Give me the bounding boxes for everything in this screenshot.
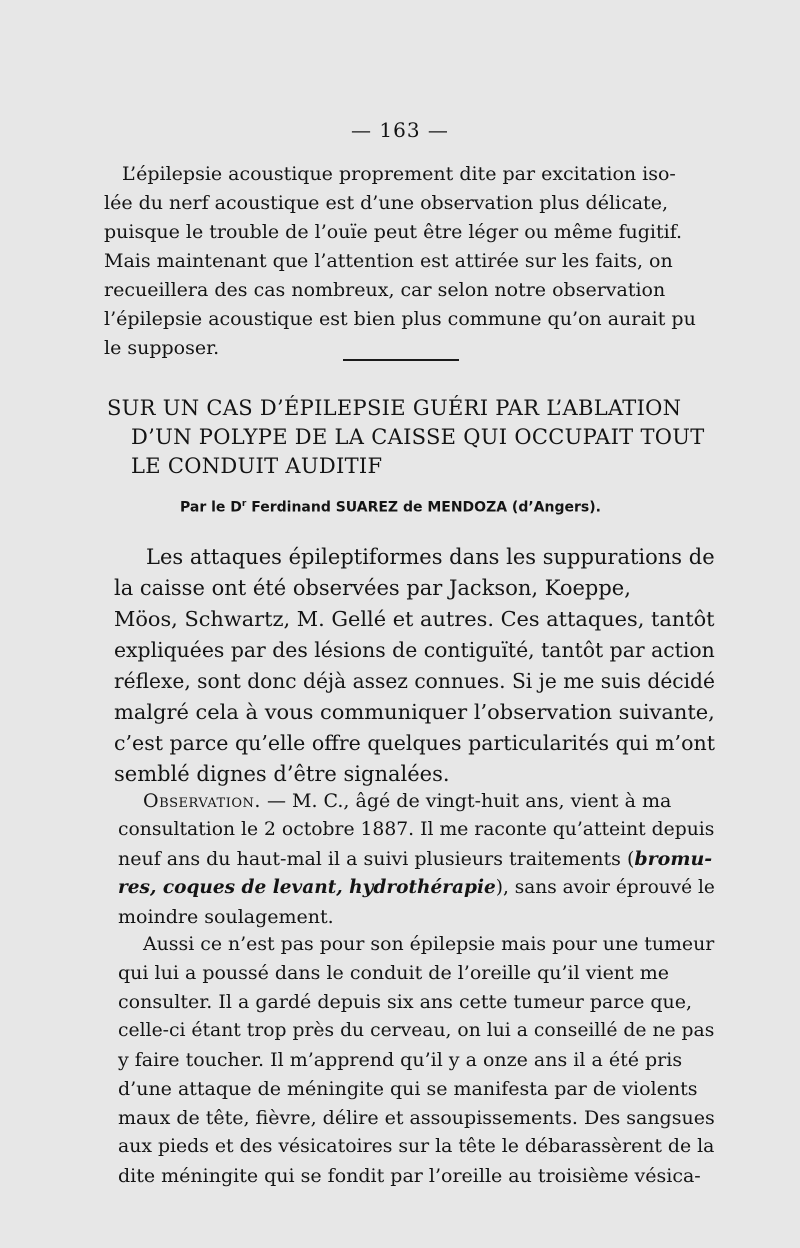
para1-line-4: expliquées par des lésions de contiguïté, tantôt par action bbox=[114, 638, 715, 662]
para1-line-8: semblé dignes d’être signalées. bbox=[114, 762, 450, 786]
observation-label: Observation. bbox=[143, 790, 261, 812]
intro-line-7: le supposer. bbox=[104, 337, 220, 359]
author-byline bbox=[180, 499, 601, 516]
article-title-line-2: D’UN POLYPE DE LA CAISSE QUI OCCUPAIT TOUT bbox=[131, 425, 705, 449]
observation-line-3-italic: bromu- bbox=[634, 848, 713, 870]
para3-line-8: aux pieds et des vésicatoires sur la tête le débarassèrent de la bbox=[118, 1136, 715, 1157]
page-number: — 163 — bbox=[351, 118, 449, 142]
para3-line-5: y faire toucher. Il m’apprend qu’il y a onze ans il a été pris bbox=[118, 1049, 683, 1071]
observation-line-3-text: neuf ans du haut-mal il a suivi plusieurs traitements ( bbox=[118, 848, 635, 870]
para3-line-4: celle-ci étant trop près du cerveau, on lui a conseillé de ne pas bbox=[118, 1020, 715, 1041]
para1-line-1: Les attaques épileptiformes dans les suppurations de bbox=[146, 545, 715, 569]
intro-line-1: L’épilepsie acoustique proprement dite par excitation iso- bbox=[122, 163, 676, 185]
observation-line-4-italic: res, coques de levant, hydrothérapie bbox=[118, 877, 496, 898]
intro-line-2: lée du nerf acoustique est d’une observation plus délicate, bbox=[104, 192, 668, 214]
byline-prefix: Par le D bbox=[180, 499, 242, 516]
section-divider bbox=[343, 359, 459, 361]
intro-line-5: recueillera des cas nombreux, car selon notre observation bbox=[104, 279, 666, 301]
para1-line-5: réflexe, sont donc déjà assez connues. Si je me suis décidé bbox=[114, 669, 715, 693]
intro-line-4: Mais maintenant que l’attention est attirée sur les faits, on bbox=[104, 250, 673, 272]
observation-line-4 bbox=[118, 879, 715, 898]
observation-line-5: moindre soulagement. bbox=[118, 906, 334, 928]
para3-line-1: Aussi ce n’est pas pour son épilepsie mais pour une tumeur bbox=[143, 933, 715, 955]
para3-line-2: qui lui a poussé dans le conduit de l’oreille qu’il vient me bbox=[118, 962, 669, 984]
article-title-line-1: SUR UN CAS D’ÉPILEPSIE GUÉRI PAR L’ABLATION bbox=[107, 396, 682, 420]
intro-line-6: l’épilepsie acoustique est bien plus commune qu’on aurait pu bbox=[104, 308, 696, 330]
intro-line-3: puisque le trouble de l’ouïe peut être léger ou même fugitif. bbox=[104, 221, 683, 243]
observation-line-1-text: — M. C., âgé de vingt-huit ans, vient à ma bbox=[260, 790, 672, 812]
observation-line-4-text: ), sans avoir éprouvé le bbox=[495, 877, 715, 898]
para3-line-3: consulter. Il a gardé depuis six ans cette tumeur parce que, bbox=[118, 991, 693, 1013]
observation-line-1 bbox=[143, 792, 671, 811]
observation-line-3 bbox=[118, 850, 712, 869]
byline-suffix: (d’Angers). bbox=[507, 499, 601, 516]
observation-line-2: consultation le 2 octobre 1887. Il me raconte qu’atteint depuis bbox=[118, 819, 715, 840]
article-title-line-3: LE CONDUIT AUDITIF bbox=[131, 454, 383, 478]
author-name: Ferdinand SUAREZ de MENDOZA bbox=[246, 499, 508, 516]
para1-line-6: malgré cela à vous communiquer l’observation suivante, bbox=[114, 700, 715, 724]
para3-line-9: dite méningite qui se fondit par l’oreille au troisième vésica- bbox=[118, 1165, 701, 1187]
byline-sup: r bbox=[241, 499, 247, 509]
para1-line-7: c’est parce qu’elle offre quelques particularités qui m’ont bbox=[114, 731, 715, 755]
para1-line-2: la caisse ont été observées par Jackson, Koeppe, bbox=[114, 576, 631, 600]
para1-line-3: Möos, Schwartz, M. Gellé et autres. Ces attaques, tantôt bbox=[114, 607, 715, 631]
para3-line-7: maux de tête, fièvre, délire et assoupissements. Des sangsues bbox=[118, 1107, 715, 1129]
para3-line-6: d’une attaque de méningite qui se manifesta par de violents bbox=[118, 1078, 698, 1100]
